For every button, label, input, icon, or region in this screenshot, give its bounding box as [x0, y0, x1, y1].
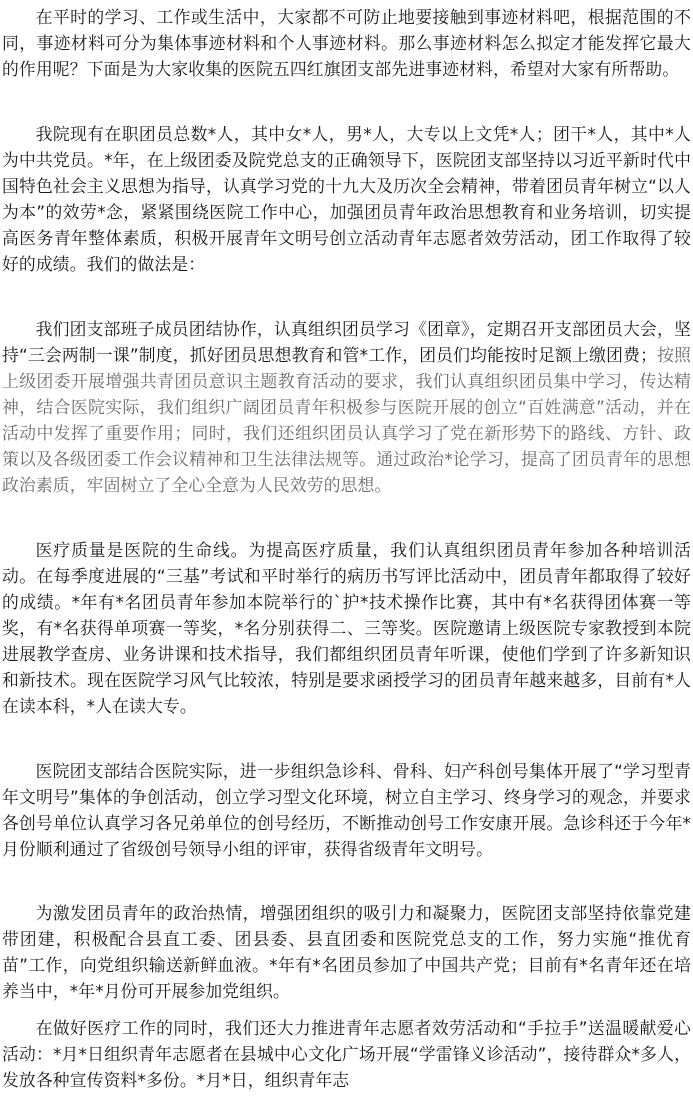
organization-text-main: 我们团支部班子成员团结协作，认真组织团员学习《团章》，定期召开支部团员大会，坚持“三会两制一课”制度，抓好团员思想教育和管*工作，团员们均能按时足额上缴团费；: [2, 319, 691, 365]
civilization-paragraph: 医院团支部结合医院实际，进一步组织急诊科、骨科、妇产科创号集体开展了“学习型青年文明号”集体的争创活动，创立学习型文化环境，树立自主学习、终身学习的观念，并要求各创号单位认真学习各兄弟单位的创号经历，不断推动创号工作安康开展。急诊科还于今年*月份顺利通过了省级创号领导小组的评审，获得省级青年文明号。: [2, 761, 691, 859]
volunteer-paragraph: 在做好医疗工作的同时，我们还大力推进青年志愿者效劳活动和“手拉手”送温暖献爱心活动：*月*日组织青年志愿者在县城中心文化广场开展“学雷锋义诊活动”，接待群众*多人，发放各种宣传资料*多份。*月*日，组织青年志: [2, 1018, 691, 1090]
intro-paragraph: 在平时的学习、工作或生活中，大家都不可防止地要接触到事迹材料吧，根据范围的不同，事迹材料可分为集体事迹材料和个人事迹材料。那么事迹材料怎么拟定才能发挥它最大的作用呢？下面是为大家收集的医院五四红旗团支部先进事迹材料，希望对大家有所帮助。: [2, 7, 691, 79]
membership-paragraph: 我院现有在职团员总数*人，其中女*人，男*人，大专以上文凭*人；团干*人，其中*人为中共党员。*年，在上级团委及院党总支的正确领导下，医院团支部坚持以习近平新时代中国特色社会主义思想为指导，认真学习党的十九大及历次全会精神，带着团员青年树立“以人为本”的效劳*念，紧紧围绕医院工作中心，加强团员青年政治思想教育和业务培训，切实提高医务青年整体素质，积极开展青年文明号创立活动青年志愿者效劳活动，团工作取得了较好的成绩。我们的做法是：: [2, 124, 691, 274]
organization-paragraph: [2, 316, 691, 498]
medical-quality-paragraph: 医疗质量是医院的生命线。为提高医疗质量，我们认真组织团员青年参加各种培训活动。在每季度进展的“三基”考试和平时举行的病历书写评比活动中，团员青年都取得了较好的成绩。*年有*名团员青年参加本院举行的`护*技术操作比赛，其中有*名获得团体赛一等奖，有*名获得单项赛一等奖，*名分别获得二、三等奖。医院邀请上级医院专家教授到本院进展教学查房、业务讲课和技术指导，我们都组织团员青年听课，使他们学到了许多新知识和新技术。现在医院学习风气比较浓，特别是要求函授学习的团员青年越来越多，目前有*人在读本科，*人在读大专。: [2, 540, 691, 716]
party-building-paragraph: 为激发团员青年的政治热情，增强团组织的吸引力和凝聚力，医院团支部坚持依靠党建带团建，积极配合县直工委、团县委、县直团委和医院党总支的工作，努力实施“推优育苗”工作，向党组织输送新鲜血液。*年有*名团员参加了中国共产党；目前有*名青年还在培养当中，*年*月份可开展参加党组织。: [2, 903, 691, 1001]
organization-text-faded: 按照上级团委开展增强共青团员意识主题教育活动的要求，我们认真组织团员集中学习，传达精神，结合医院实际，我们组织广阔团员青年积极参与医院开展的创立“百姓满意”活动，并在活动中发挥了重要作用；同时，我们还组织团员认真学习了党在新形势下的路线、方针、政策以及各级团委工作会议精神和卫生法律法规等。通过政治*论学习，提高了团员青年的思想政治素质，牢固树立了全心全意为人民效劳的思想。: [2, 345, 691, 495]
